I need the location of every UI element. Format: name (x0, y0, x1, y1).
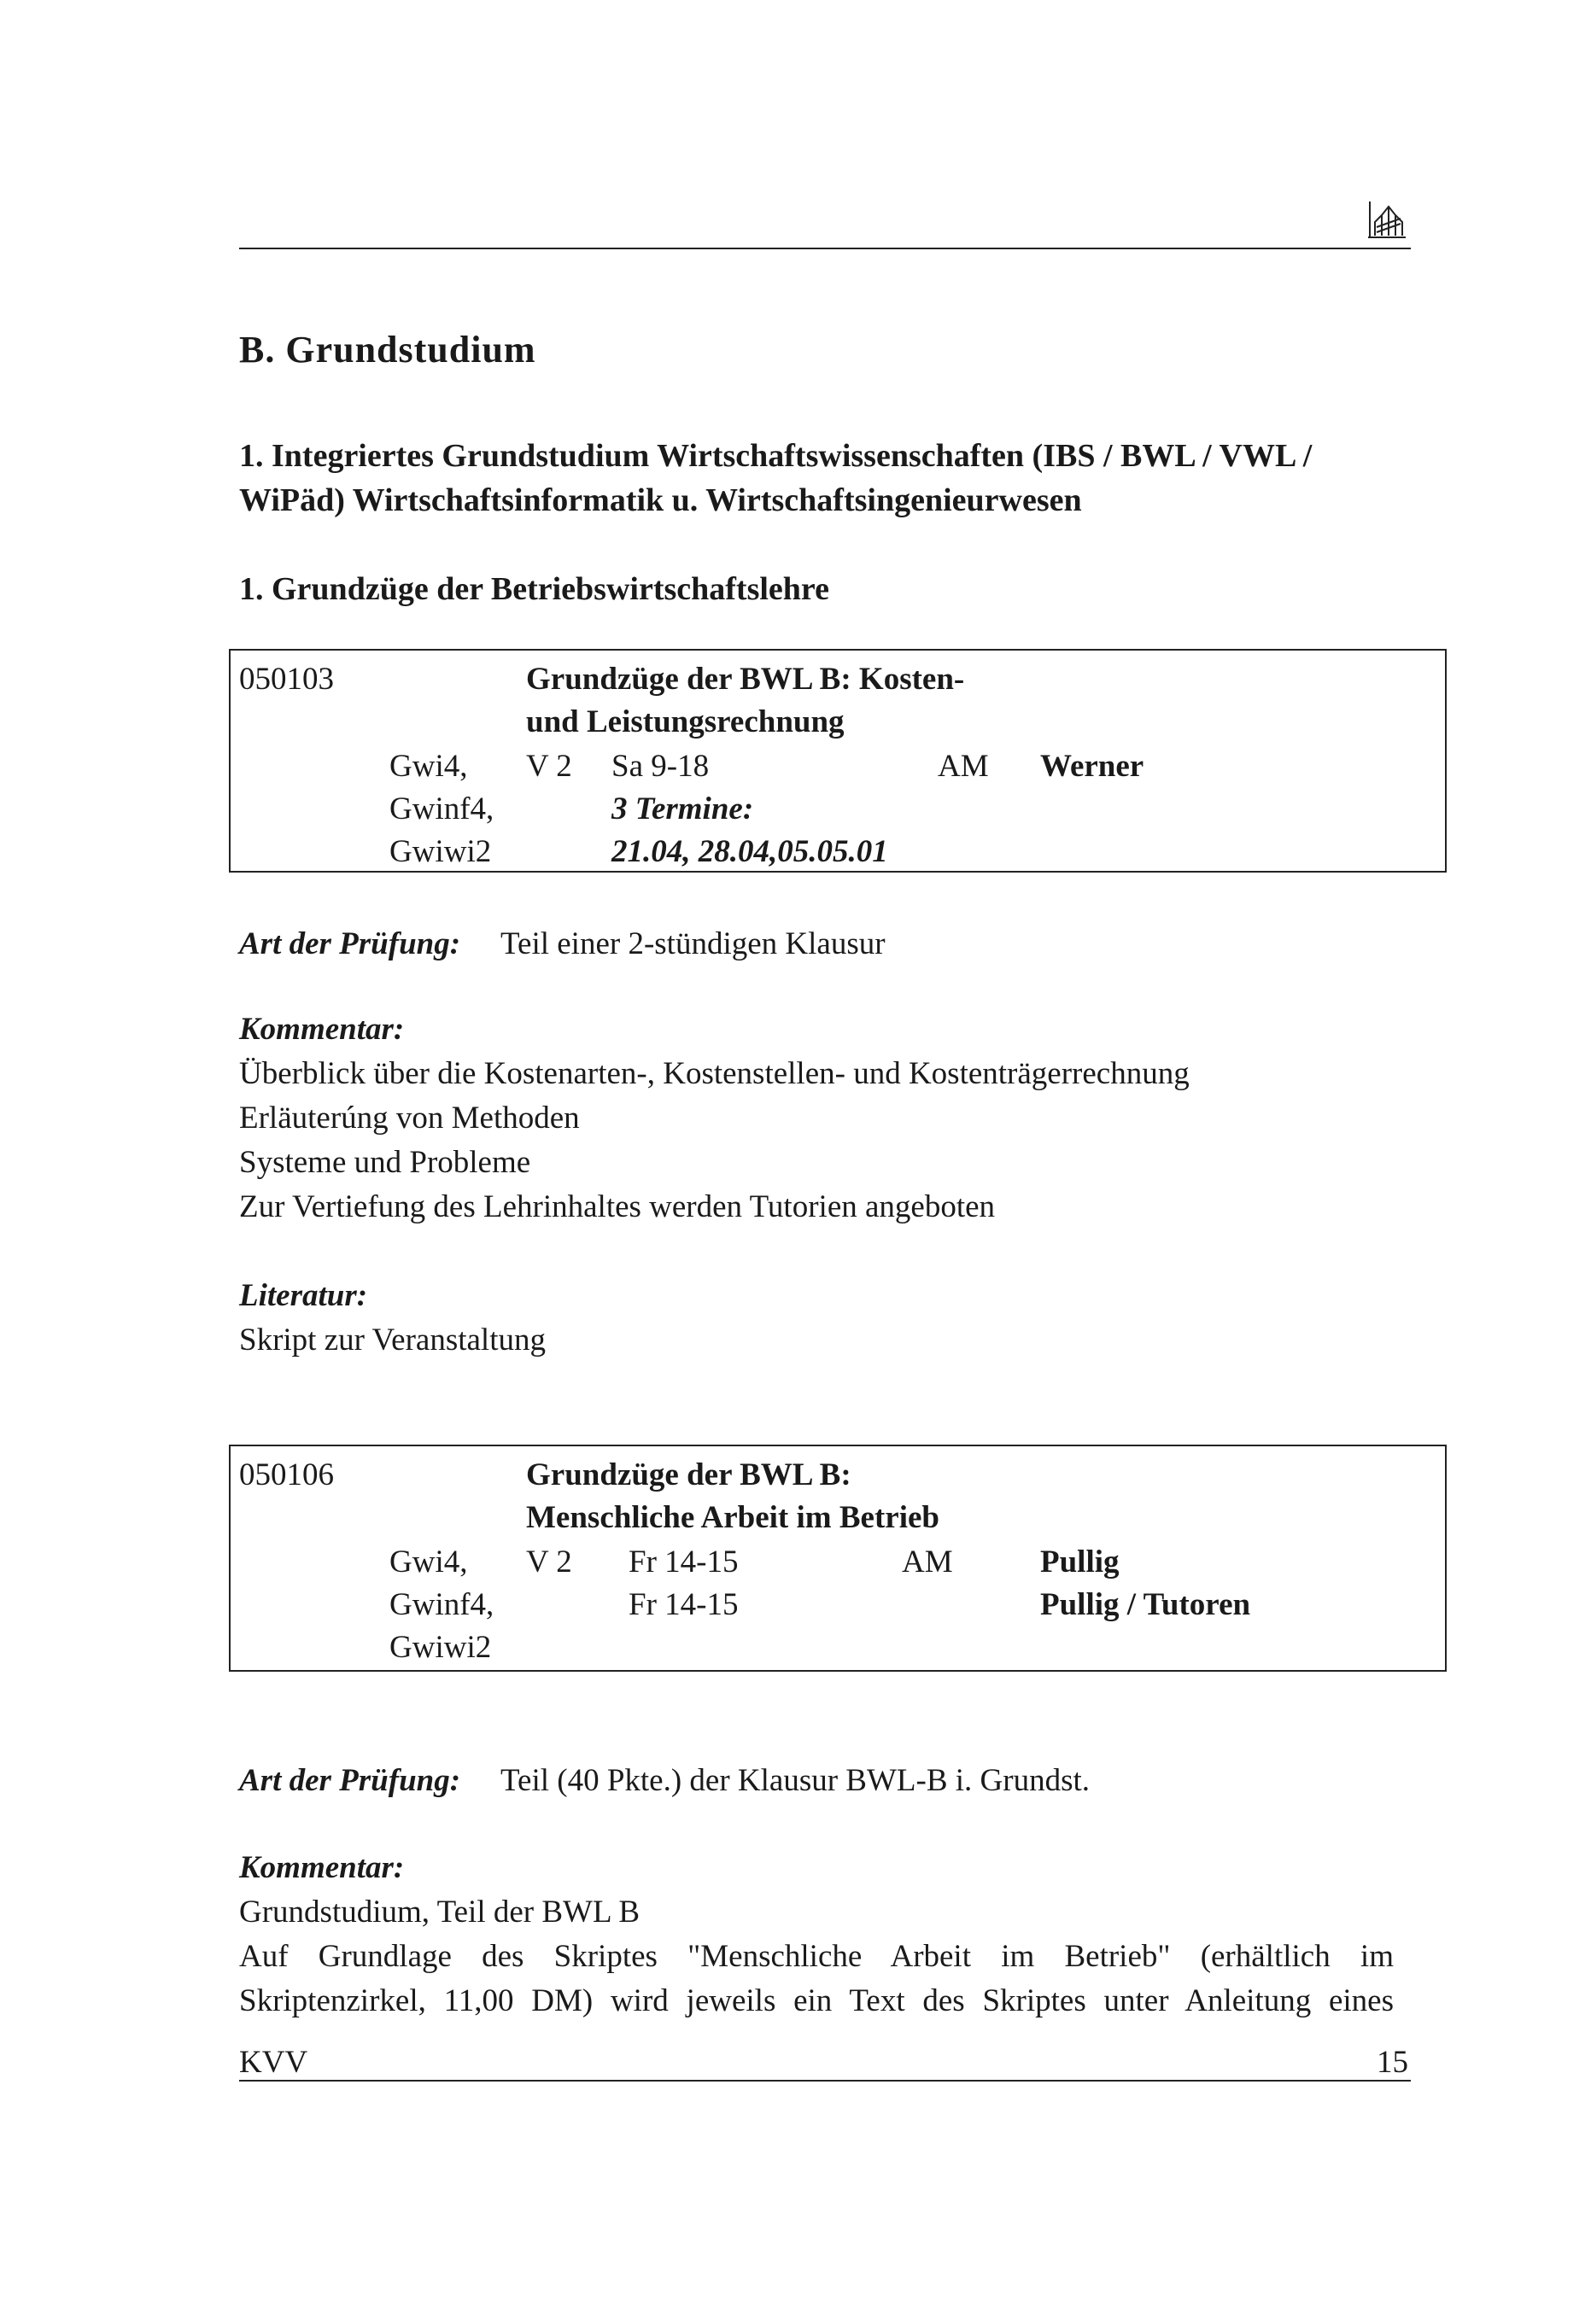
comment-line: Grundstudium, Teil der BWL B (239, 1895, 640, 1930)
course-type: V 2 (526, 749, 572, 784)
course-lecturer: Werner (1040, 749, 1144, 784)
course-box-050103 (229, 649, 1447, 873)
exam-text: Teil (40 Pkte.) der Klausur BWL-B i. Grundst. (500, 1763, 1091, 1798)
course-title-line1: Grundzüge der BWL B: Kosten- (526, 662, 965, 697)
course-number: 050106 (239, 1457, 334, 1492)
faculty-building-logo-icon (1366, 198, 1407, 241)
course-termine-label: 3 Termine: (611, 791, 754, 826)
page-number: 15 (1377, 2045, 1408, 2080)
exam-text: Teil einer 2-stündigen Klausur (500, 926, 886, 961)
comment-line: Überblick über die Kostenarten-, Kostenstellen- und Kostenträgerrechnung (239, 1056, 1190, 1091)
course-room: AM (938, 749, 989, 784)
course-time: Fr 14-15 (629, 1544, 739, 1580)
comment-line: Skriptenzirkel, 11,00 DM) wird jeweils ein Text des Skriptes unter Anleitung eines (239, 1983, 1394, 2018)
course-group: Gwinf4, (389, 1587, 494, 1622)
exam-label: Art der Prüfung: (239, 926, 461, 961)
comment-line: Systeme und Probleme (239, 1145, 531, 1180)
course-title-line1: Grundzüge der BWL B: (526, 1457, 851, 1492)
footer-kvv: KVV (239, 2045, 308, 2080)
course-box-050106 (229, 1445, 1447, 1672)
course-group: Gwiwi2 (389, 834, 492, 869)
comment-line: Auf Grundlage des Skriptes "Menschliche Arbeit im Betrieb" (erhältlich im (239, 1939, 1394, 1974)
course-group: Gwi4, (389, 749, 468, 784)
footer-rule (239, 2080, 1411, 2082)
course-group: Gwiwi2 (389, 1630, 492, 1665)
course-group: Gwinf4, (389, 791, 494, 826)
comment-line: Erläuterúng von Methoden (239, 1101, 580, 1136)
course-room: AM (902, 1544, 953, 1580)
literature-label: Literatur: (239, 1278, 368, 1313)
literature-text: Skript zur Veranstaltung (239, 1323, 546, 1358)
course-number: 050103 (239, 662, 334, 697)
subject-heading: 1. Grundzüge der Betriebswirtschaftslehre (239, 571, 829, 607)
header-rule (239, 248, 1411, 249)
course-group: Gwi4, (389, 1544, 468, 1580)
comment-label: Kommentar: (239, 1850, 405, 1885)
course-time: Fr 14-15 (629, 1587, 739, 1622)
course-lecturer: Pullig (1040, 1544, 1120, 1580)
course-lecturer: Pullig / Tutoren (1040, 1587, 1251, 1622)
program-heading-line1: 1. Integriertes Grundstudium Wirtschaftswissenschaften (IBS / BWL / VWL / (239, 438, 1313, 474)
course-title-line2: und Leistungsrechnung (526, 704, 845, 739)
course-time: Sa 9-18 (611, 749, 710, 784)
course-title-line2: Menschliche Arbeit im Betrieb (526, 1500, 939, 1535)
comment-line: Zur Vertiefung des Lehrinhaltes werden Tutorien angeboten (239, 1189, 996, 1224)
program-heading-line2: WiPäd) Wirtschaftsinformatik u. Wirtschaftsingenieurwesen (239, 482, 1082, 518)
exam-label: Art der Prüfung: (239, 1763, 461, 1798)
course-termine-dates: 21.04, 28.04,05.05.01 (611, 834, 888, 869)
comment-label: Kommentar: (239, 1012, 405, 1047)
course-type: V 2 (526, 1544, 572, 1580)
section-title: B. Grundstudium (239, 329, 536, 371)
